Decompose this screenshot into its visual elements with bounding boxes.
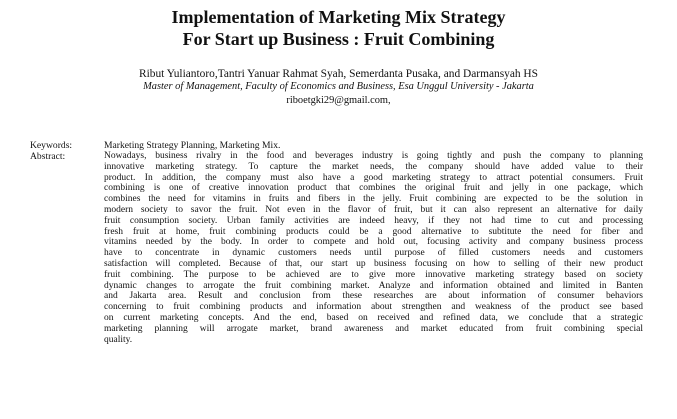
paper-title-line-1: Implementation of Marketing Mix Strategy (171, 7, 506, 27)
abstract-line: fresh fruit at home, fruit combining products could be a good alternative to subtitute the need for fiber and (104, 226, 643, 237)
abstract-line: Nowadays, business rivalry in the food and beverages industry is going tightly and push the company to planning (104, 151, 643, 161)
abstract-line: quality. (104, 334, 133, 345)
abstract-line: product. In addition, the company must also have a good marketing strategy to attract potential consumers. Fruit (104, 172, 643, 183)
abstract-label: Abstract: (30, 151, 66, 162)
abstract-line: and Jakarta area. Result and conclusion from these researches are about information of consumer behaviors (104, 291, 643, 302)
author-email: riboetgki29@gmail.com, (286, 95, 391, 106)
abstract-body (104, 151, 643, 345)
abstract-line: marketing planning will arrogate market, brand awareness and market educated from fruit combining special (104, 323, 643, 334)
abstract-line: innovative marketing strategy. To capture the market needs, the company should have added value to their (104, 161, 643, 172)
keywords-text: Marketing Strategy Planning, Marketing Mix. (104, 140, 281, 151)
author-list: Ribut Yuliantoro,Tantri Yanuar Rahmat Syah, Semerdanta Pusaka, and Darmansyah HS (139, 68, 538, 80)
abstract-line: vitamins needed by the body. In order to compete and hold out, focusing activity and company business process (104, 237, 643, 248)
abstract-line: modern society to savor the fruit. Not even in the flavor of fruit, but it can also represent an alternative for daily (104, 204, 643, 215)
abstract-line: satisfaction will completed. Because of that, our start up business focusing on how to selling of their new product (104, 258, 643, 269)
abstract-line: on current marketing concepts. And the end, based on received and refined data, we conclude that a strategic (104, 312, 643, 323)
author-affiliation: Master of Management, Faculty of Economics and Business, Esa Unggul University - Jakarta (143, 81, 534, 92)
abstract-line: combines the need for vitamins in fruits and fibers in the jelly. Fruit combining are expected to be the solution in (104, 194, 643, 205)
abstract-line: combining is one of creative innovation product that combines the original fruit and jelly in one package, which (104, 183, 643, 194)
abstract-line: have to concentrate in dynamic customers needs until purpose of filled customers needs and customers (104, 248, 643, 259)
abstract-line: fruit combining. The purpose to be achieved are to give more innovative marketing strategy based on society (104, 269, 643, 280)
keywords-label: Keywords: (30, 140, 73, 151)
paper-title-line-2: For Start up Business : Fruit Combining (182, 29, 495, 49)
abstract-line: fruit consumption society. Urban family activities are indeed heavy, if they not had time to cut and processing (104, 215, 643, 226)
abstract-line: concerning to fruit combining products and information about strengthen and weakness of the product see based (104, 302, 643, 313)
abstract-line: dynamic changes to arrogate the fruit combining market. Analyze and information obtained and limited in Banten (104, 280, 643, 291)
